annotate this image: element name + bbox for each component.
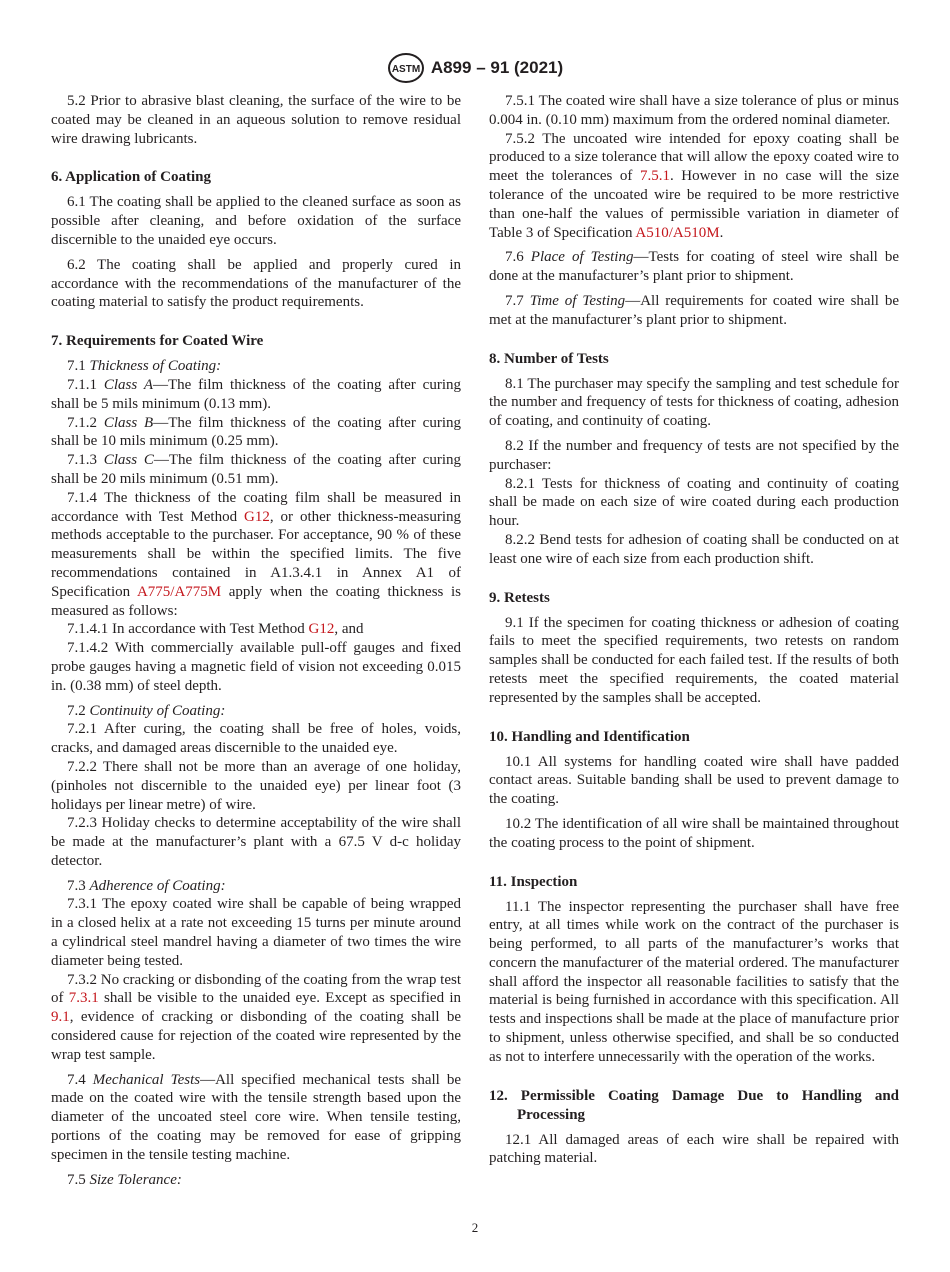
link-9-1[interactable]: 9.1: [51, 1009, 70, 1026]
section-11-heading: 11. Inspection: [489, 873, 578, 890]
paragraph-7-6: 7.6 Place of Testing—Tests for coating of steel wire shall be done at the manufacturer’s plant prior to shipment.: [489, 249, 900, 285]
paragraph-7-1-3: 7.1.3 Class C—The film thickness of the coating after curing shall be 20 mils minimum (0.51 mm).: [51, 452, 461, 487]
section-6-heading: 6. Application of Coating: [51, 169, 212, 186]
paragraph-8-2-2: 8.2.2 Bend tests for adhesion of coating shall be conducted on at least one wire of each size from each production shift.: [489, 531, 899, 567]
paragraph-7-2-3: 7.2.3 Holiday checks to determine acceptability of the wire shall be made at the manufacturer’s plant with a 67.5 V d-c holiday detector.: [51, 815, 461, 869]
paragraph-7-3: 7.3 Adherence of Coating:: [67, 877, 226, 894]
link-a510[interactable]: A510/A510M: [635, 224, 720, 241]
astm-logo: [387, 52, 425, 84]
section-7-heading: 7. Requirements for Coated Wire: [51, 333, 264, 350]
paragraph-8-2-1: 8.2.1 Tests for thickness of coating and continuity of coating shall be made on each size of wire coated during each production hour.: [489, 475, 899, 530]
paragraph-8-1: 8.1 The purchaser may specify the sampling and test schedule for the number and frequency of tests for thickness of coating, adhesion of coating, and continuity of coating.: [489, 375, 899, 430]
paragraph-7-1-1: 7.1.1 Class A—The film thickness of the coating after curing shall be 5 mils minimum (0.13 mm).: [51, 376, 461, 412]
paragraph-11-1: 11.1 The inspector representing the purchaser shall have free entry, at all times while work on the contract of the purchaser is being performed, to all parts of the manufacturer’s works that concern the manufacturer of the material ordered. The manufacturer shall afford the inspector all reasonable facilities to satisfy that the material is being furnished in accordance with this specification. All tests and inspections shall be made at the place of manufacture prior to shipment, unless otherwise specified, and shall be so conducted as not to interfere unnecessarily with the operation of the works.: [489, 898, 899, 1065]
paragraph-6-1: 6.1 The coating shall be applied to the cleaned surface as soon as possible after cleaning, and before oxidation of the surface discernible to the unaided eye occurs.: [51, 194, 461, 248]
paragraph-7-2-2: 7.2.2 There shall not be more than an average of one holiday, (pinholes not discernible to the unaided eye) per linear foot (3 holidays per linear metre) of wire.: [51, 758, 461, 813]
paragraph-9-1: 9.1 If the specimen for coating thickness or adhesion of coating fails to meet the specified requirements, two retests on random samples shall be conducted for each failed test. If the results of both retests meet the specified requirements, the coated material represented by the samples shall be accepted.: [489, 614, 899, 706]
paragraph-7-3-1: 7.3.1 The epoxy coated wire shall be capable of being wrapped in a closed helix at a rate not exceeding 15 turns per minute around a cylindrical steel mandrel having a diameter of two times the wire diameter being tested.: [51, 896, 461, 969]
document-designation: A899 – 91 (2021): [430, 58, 564, 77]
paragraph-7-5: 7.5 Size Tolerance:: [67, 1171, 182, 1188]
paragraph-5-2: 5.2 Prior to abrasive blast cleaning, the surface of the wire to be coated may be cleaned in an aqueous solution to remove residual wire drawing lubricants.: [51, 93, 461, 147]
astm-logo-text: ASTM: [391, 64, 420, 75]
paragraph-10-2: 10.2 The identification of all wire shall be maintained throughout the coating process to the point of shipment.: [489, 815, 899, 851]
section-12-heading: 12. Permissible Coating Damage Due to Handling and Processing: [489, 1087, 899, 1123]
right-column: [489, 92, 899, 1174]
paragraph-8-2: 8.2 If the number and frequency of tests are not specified by the purchaser:: [489, 437, 899, 473]
paragraph-7-2-1: 7.2.1 After curing, the coating shall be free of holes, voids, cracks, and damaged areas discernible to the unaided eye.: [51, 721, 461, 757]
paragraph-6-2: 6.2 The coating shall be applied and properly cured in accordance with the recommendations of the manufacturer of the coating material to satisfy the product requirements.: [51, 256, 461, 311]
paragraph-12-1: 12.1 All damaged areas of each wire shall be repaired with patching material.: [489, 1131, 899, 1167]
paragraph-7-5-1: 7.5.1 The coated wire shall have a size tolerance of plus or minus 0.004 in. (0.10 mm) maximum from the ordered nominal diameter.: [489, 93, 899, 128]
section-8-heading: 8. Number of Tests: [489, 350, 609, 367]
paragraph-7-1-4-1: 7.1.4.1 In accordance with Test Method G12, and: [67, 621, 364, 638]
left-column: [51, 92, 461, 1195]
link-g12[interactable]: G12: [244, 508, 270, 525]
paragraph-7-1-4: 7.1.4 The thickness of the coating film shall be measured in accordance with Test Method G12, or other thickness-measuring methods acceptable to the purchaser. For acceptance, 90 % of these measurements shall be within the specified limits. The five recommendations contained in A1.3.4.1 in Annex A1 of Specification A775/A775M apply when the coating thickness is measured as follows:: [51, 489, 462, 619]
paragraph-7-1-2: 7.1.2 Class B—The film thickness of the coating after curing shall be 10 mils minimum (0.25 mm).: [51, 414, 461, 450]
section-9-heading: 9. Retests: [489, 589, 550, 606]
page-header: [0, 52, 950, 84]
link-7-5-1[interactable]: 7.5.1: [639, 168, 670, 185]
paragraph-7-1: 7.1 Thickness of Coating:: [67, 358, 222, 375]
link-7-3-1[interactable]: 7.3.1: [68, 990, 99, 1007]
paragraph-7-1-4-2: 7.1.4.2 With commercially available pull-off gauges and fixed probe gauges having a magnetic field of vision not exceeding 0.015 in. (0.38 mm) of steel depth.: [51, 640, 461, 694]
section-10-heading: 10. Handling and Identification: [489, 728, 690, 745]
link-a775[interactable]: A775/A775M: [136, 583, 222, 600]
paragraph-7-2: 7.2 Continuity of Coating:: [67, 702, 226, 719]
paragraph-7-7: 7.7 Time of Testing—All requirements for coated wire shall be met at the manufacturer’s plant prior to shipment.: [489, 292, 900, 328]
page-number: 2: [471, 1220, 479, 1235]
paragraph-7-3-2: 7.3.2 No cracking or disbonding of the coating from the wrap test of 7.3.1 shall be visible to the unaided eye. Except as specified in 9.1, evidence of cracking or disbonding of the coating shall be considered cause for rejection of the coated wire represented by the wrap test sample.: [51, 971, 461, 1063]
paragraph-7-4: 7.4 Mechanical Tests—All specified mechanical tests shall be made on the coated wire with the tensile strength based upon the diameter of the uncoated steel core wire. When tensile testing, portions of the coating may be removed for ease of gripping specimen in the tensile testing machine.: [51, 1071, 461, 1163]
paragraph-10-1: 10.1 All systems for handling coated wire shall have padded contact areas. Suitable banding shall be used to prevent damage to the coating.: [489, 753, 899, 808]
paragraph-7-5-2: 7.5.2 The uncoated wire intended for epoxy coating shall be produced to a size tolerance that will allow the epoxy coated wire to meet the tolerances of 7.5.1. However in no case will the size tolerance of the uncoated wire be required to be more restrictive than one-half the values of permissible variation in diameter of Table 3 of Specification A510/A510M.: [489, 130, 899, 241]
link-g12[interactable]: G12: [308, 621, 335, 638]
